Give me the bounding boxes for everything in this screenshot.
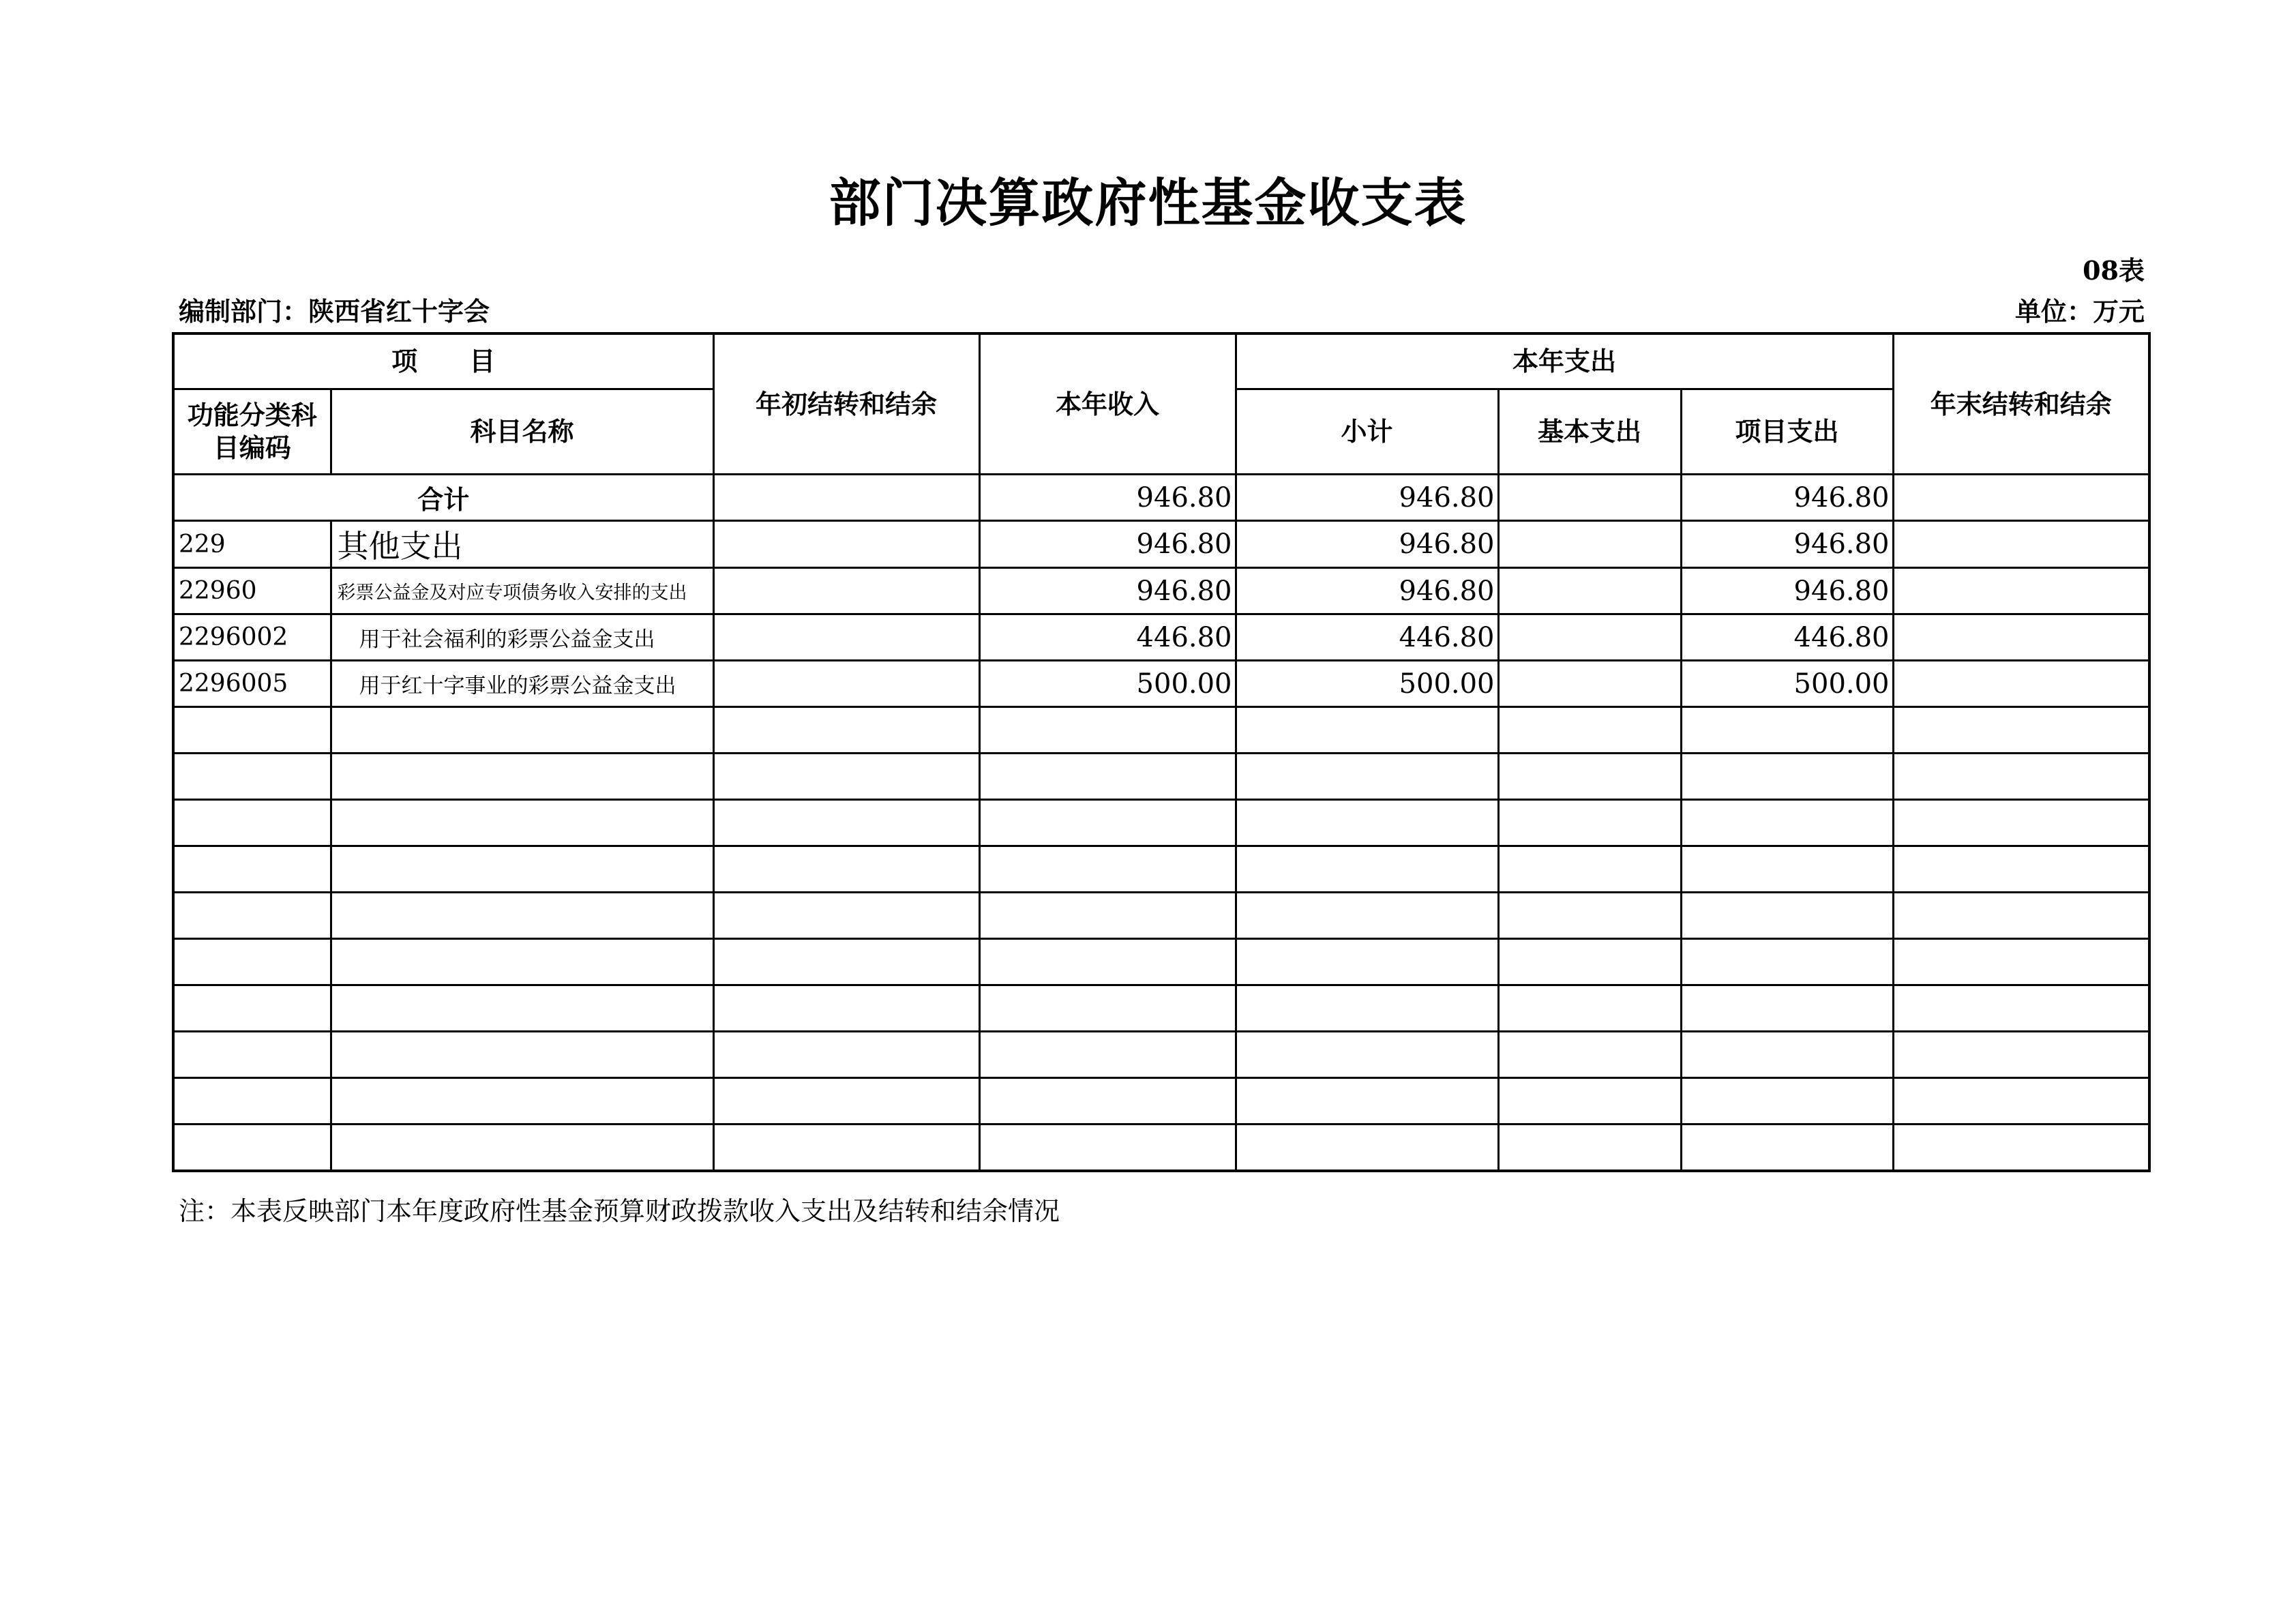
header-expense: 本年支出 (1236, 333, 1893, 389)
row-name: 其他支出 (331, 521, 713, 568)
row-income: 500.00 (979, 661, 1236, 707)
row-income: 946.80 (979, 521, 1236, 568)
row-income: 446.80 (979, 614, 1236, 661)
row-name: 用于社会福利的彩票公益金支出 (331, 614, 713, 661)
row-basic (1498, 614, 1681, 661)
row-project: 446.80 (1681, 614, 1893, 661)
total-label: 合计 (173, 475, 713, 521)
table-row (173, 661, 2149, 707)
row-code: 2296002 (173, 614, 331, 661)
header-row-1 (173, 333, 2149, 389)
empty-row (173, 1125, 2149, 1172)
row-basic (1498, 521, 1681, 568)
header-basic: 基本支出 (1498, 389, 1681, 475)
row-code: 2296005 (173, 661, 331, 707)
footnote: 注：本表反映部门本年度政府性基金预算财政拨款收入支出及结转和结余情况 (179, 1196, 1060, 1226)
total-basic (1498, 475, 1681, 521)
total-end-balance (1893, 475, 2149, 521)
header-income: 本年收入 (979, 333, 1236, 475)
total-income: 946.80 (979, 475, 1236, 521)
empty-row (173, 754, 2149, 800)
row-project: 946.80 (1681, 521, 1893, 568)
table-number: 08表 (2083, 255, 2145, 286)
empty-row (173, 1032, 2149, 1078)
row-end-balance (1893, 521, 2149, 568)
fund-table (172, 332, 2151, 1172)
header-item: 项 目 (173, 333, 713, 389)
empty-row (173, 707, 2149, 754)
table-row (173, 614, 2149, 661)
header-code: 功能分类科目编码 (173, 389, 331, 475)
table-row (173, 521, 2149, 568)
empty-row (173, 800, 2149, 846)
row-subtotal: 946.80 (1236, 521, 1498, 568)
total-subtotal: 946.80 (1236, 475, 1498, 521)
row-income: 946.80 (979, 568, 1236, 614)
empty-row (173, 846, 2149, 893)
header-name: 科目名称 (331, 389, 713, 475)
row-end-balance (1893, 661, 2149, 707)
empty-row (173, 1078, 2149, 1125)
row-end-balance (1893, 614, 2149, 661)
row-begin-balance (713, 661, 979, 707)
empty-row (173, 893, 2149, 939)
row-subtotal: 500.00 (1236, 661, 1498, 707)
row-subtotal: 946.80 (1236, 568, 1498, 614)
row-code: 22960 (173, 568, 331, 614)
empty-row (173, 985, 2149, 1032)
row-subtotal: 446.80 (1236, 614, 1498, 661)
header-end-balance: 年末结转和结余 (1893, 333, 2149, 475)
row-basic (1498, 661, 1681, 707)
empty-row (173, 939, 2149, 985)
row-end-balance (1893, 568, 2149, 614)
row-begin-balance (713, 568, 979, 614)
row-begin-balance (713, 614, 979, 661)
row-project: 500.00 (1681, 661, 1893, 707)
total-project: 946.80 (1681, 475, 1893, 521)
row-basic (1498, 568, 1681, 614)
row-name: 彩票公益金及对应专项债务收入安排的支出 (331, 568, 713, 614)
row-name: 用于红十字事业的彩票公益金支出 (331, 661, 713, 707)
unit-label: 单位：万元 (2014, 296, 2145, 327)
row-code: 229 (173, 521, 331, 568)
page-title: 部门决算政府性基金收支表 (829, 173, 1467, 233)
table-row (173, 568, 2149, 614)
header-subtotal: 小计 (1236, 389, 1498, 475)
total-row (173, 475, 2149, 521)
department-label: 编制部门：陕西省红十字会 (179, 296, 490, 327)
header-project: 项目支出 (1681, 389, 1893, 475)
header-begin-balance: 年初结转和结余 (713, 333, 979, 475)
row-begin-balance (713, 521, 979, 568)
total-begin-balance (713, 475, 979, 521)
row-project: 946.80 (1681, 568, 1893, 614)
